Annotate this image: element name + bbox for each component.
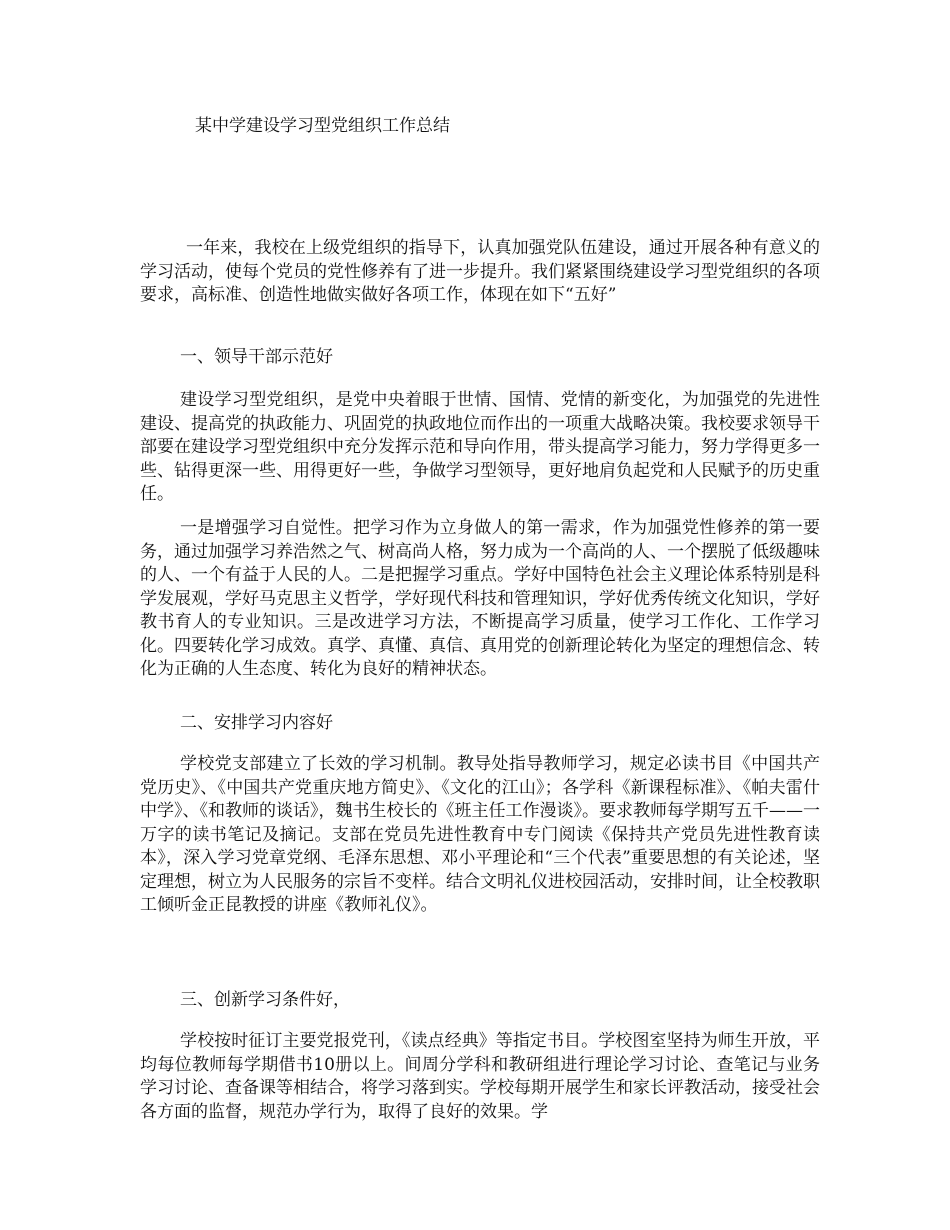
intro-paragraph: 一年来，我校在上级党组织的指导下，认真加强党队伍建设，通过开展各种有意义的学习活动，使每个党员的党性修养有了进一步提升。我们紧紧围绕建设学习型党组织的各项要求，高标准、创造性地做实做好各项工作，体现在如下“五好”	[140, 238, 820, 305]
section-1-paragraph-1: 建设学习型党组织，是党中央着眼于世情、国情、党情的新变化，为加强党的先进性建设、提高党的执政能力、巩固党的执政地位而作出的一项重大战略决策。我校要求领导干部要在建设学习型党组织中充分发挥示范和导向作用，带头提高学习能力，努力学得更多一些、钻得更深一些、用得更好一些，争做学习型领导，更好地肩负起党和人民赋予的历史重任。	[140, 390, 820, 504]
section-2-paragraph-1: 学校党支部建立了长效的学习机制。教导处指导教师学习，规定必读书目《中国共产党历史》、《中国共产党重庆地方简史》、《文化的江山》；各学科《新课程标准》、《帕夫雷什中学》、《和教师的谈话》，魏书生校长的《班主任工作漫谈》。要求教师每学期写五千——一万字的读书笔记及摘记。支部在党员先进性教育中专门阅读《保持共产党员先进性教育读本》，深入学习党章党纲、毛泽东思想、邓小平理论和“三个代表”重要思想的有关论述，坚定理想，树立为人民服务的宗旨不变样。结合文明礼仪进校园活动，安排时间，让全校教职工倾听金正昆教授的讲座《教师礼仪》。	[140, 754, 820, 915]
section-heading-1: 一、领导干部示范好	[180, 347, 333, 367]
section-1-paragraph-2: 一是增强学习自觉性。把学习作为立身做人的第一需求，作为加强党性修养的第一要务，通过加强学习养浩然之气、树高尚人格，努力成为一个高尚的人、一个摆脱了低级趣味的人、一个有益于人民的人。二是把握学习重点。学好中国特色社会主义理论体系特别是科学发展观，学好马克思主义哲学，学好现代科技和管理知识，学好优秀传统文化知识，学好教书育人的专业知识。三是改进学习方法，不断提高学习质量，使学习工作化、工作学习化。四要转化学习成效。真学、真懂、真信、真用党的创新理论转化为坚定的理想信念、转化为正确的人生态度、转化为良好的精神状态。	[140, 518, 820, 679]
section-heading-2: 二、安排学习内容好	[180, 713, 333, 733]
section-heading-3: 三、创新学习条件好，	[180, 990, 350, 1010]
section-3-paragraph-1: 学校按时征订主要党报党刊，《读点经典》等指定书目。学校图室坚持为师生开放，平均每位教师每学期借书10册以上。间周分学科和教研组进行理论学习讨论、查笔记与业务学习讨论、查备课等相结合，将学习落到实。学校每期开展学生和家长评教活动，接受社会各方面的监督，规范办学行为，取得了良好的效果。学	[140, 1031, 820, 1122]
document-title: 某中学建设学习型党组织工作总结	[195, 116, 450, 136]
